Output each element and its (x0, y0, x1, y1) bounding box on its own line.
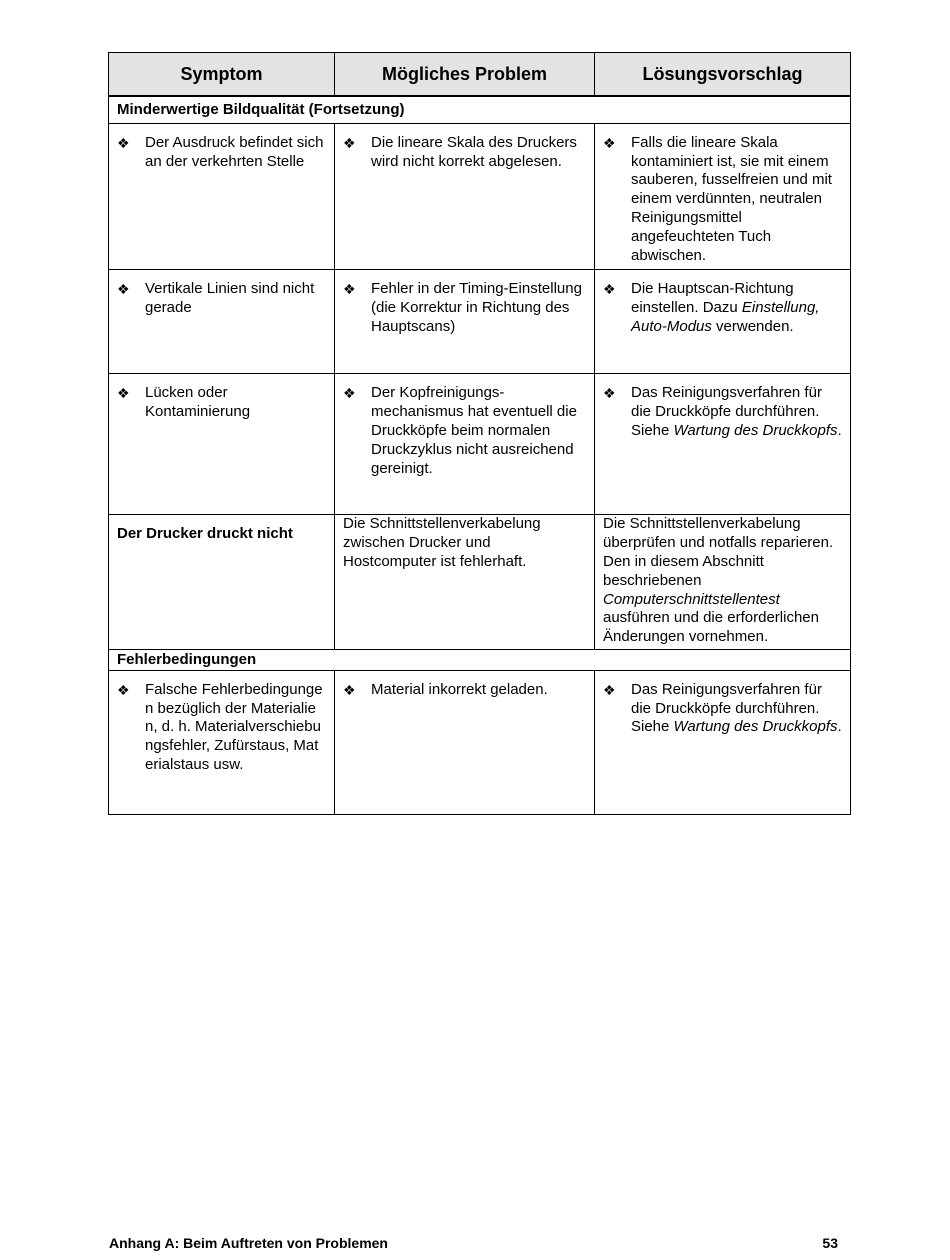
bullet-icon: ❖ (117, 281, 130, 298)
solution-reference: Wartung des Druckkopfs (673, 421, 838, 439)
bullet-icon: ❖ (343, 385, 356, 402)
symptom-text: Der Drucker druckt nicht (117, 525, 293, 543)
bullet-icon: ❖ (117, 134, 130, 151)
section-heading-row (109, 649, 851, 670)
symptom-text: Vertikale Linien sind nicht gerade (145, 280, 315, 317)
header-symptom: Symptom (109, 53, 335, 97)
table-row (109, 515, 851, 650)
solution-text (623, 280, 842, 336)
table-row (109, 123, 851, 270)
bullet-icon: ❖ (603, 281, 616, 298)
bullet-icon: ❖ (603, 385, 616, 402)
problem-text: Die Schnittstellenverkabelung zwischen Drucker und Hostcomputer ist fehlerhaft. (343, 515, 541, 570)
problem-text: Fehler in der Timing-Einstellung (die Korrektur in Richtung des Hauptscans) (371, 280, 582, 335)
solution-text-pre: Das Reinigungsverfahren für die Druckköpfe durchführen. Siehe (631, 384, 822, 439)
troubleshooting-table (108, 52, 851, 815)
symptom-text: Der Ausdruck befindet sich an der verkehrten Stelle (145, 133, 324, 170)
footer-chapter-title: Anhang A: Beim Auftreten von Problemen (109, 1235, 388, 1251)
section-heading-row (109, 96, 851, 123)
solution-reference: Einstellung, Auto-Modus (631, 299, 820, 335)
header-solution: Lösungsvorschlag (595, 53, 851, 97)
bullet-icon: ❖ (117, 385, 130, 402)
footer-page-number: 53 (822, 1235, 838, 1251)
section-title-image-quality: Minderwertige Bildqualität (Fortsetzung) (109, 96, 851, 123)
symptom-cell (109, 374, 335, 515)
solution-reference: Wartung des Druckkopfs (673, 718, 838, 736)
solution-text: Falls die lineare Skala kontaminiert ist, sie mit einem sauberen, fusselfreien und mit einem verdünnten, neutralen Reinigungsmittel angefeuchteten Tuch abwischen. (631, 133, 832, 264)
symptom-text: Lücken oder Kontaminierung (145, 384, 251, 421)
solution-text-post: ausführen und die erforderlichen Änderungen vornehmen. (603, 609, 819, 646)
symptom-cell (109, 670, 335, 814)
bullet-icon: ❖ (343, 134, 356, 151)
solution-text (623, 681, 842, 737)
problem-text: Material inkorrekt geladen. (371, 680, 548, 698)
bullet-icon: ❖ (603, 134, 616, 151)
solution-text-post: . (837, 718, 842, 736)
solution-text-post: . (837, 421, 842, 439)
bullet-icon: ❖ (117, 681, 130, 698)
solution-cell (595, 670, 851, 814)
symptom-cell (109, 270, 335, 374)
solution-cell (595, 123, 851, 270)
solution-cell (595, 270, 851, 374)
symptom-cell (109, 515, 335, 650)
bullet-icon: ❖ (343, 281, 356, 298)
solution-reference: Computerschnittstellentest (603, 590, 780, 608)
solution-text-pre: Die Schnittstellenverkabelung überprüfen und notfalls reparieren. Den in diesem Abschnitt beschriebenen (603, 515, 834, 589)
solution-text (595, 515, 850, 649)
bullet-icon: ❖ (603, 681, 616, 698)
bullet-icon: ❖ (343, 681, 356, 698)
header-problem: Mögliches Problem (335, 53, 595, 97)
problem-text: Die lineare Skala des Druckers wird nicht korrekt abgelesen. (371, 133, 577, 170)
problem-cell (335, 515, 595, 650)
solution-cell (595, 515, 851, 650)
problem-cell (335, 374, 595, 515)
solution-text (623, 384, 842, 440)
solution-cell (595, 374, 851, 515)
solution-text-pre: Das Reinigungsverfahren für die Druckköpfe durchführen. Siehe (631, 680, 822, 736)
table-header-row (109, 53, 851, 97)
symptom-text: Falsche Fehlerbedingungen bezüglich der Materialien, d. h. Materialverschiebungsfehler, Zufürstaus, Materialstaus usw. (145, 680, 323, 773)
solution-text-post: verwenden. (711, 317, 794, 335)
problem-cell (335, 270, 595, 374)
solution-text-pre: Die Hauptscan-Richtung einstellen. Dazu (631, 280, 794, 317)
table-row (109, 670, 851, 814)
table-row (109, 374, 851, 515)
table-row (109, 270, 851, 374)
problem-cell (335, 123, 595, 270)
section-title-error-conditions: Fehlerbedingungen (109, 649, 851, 670)
problem-cell (335, 670, 595, 814)
problem-text: Der Kopfreinigungs-mechanismus hat eventuell die Druckköpfe beim normalen Druckzyklus nicht ausreichend gereinigt. (371, 384, 577, 477)
symptom-cell (109, 123, 335, 270)
